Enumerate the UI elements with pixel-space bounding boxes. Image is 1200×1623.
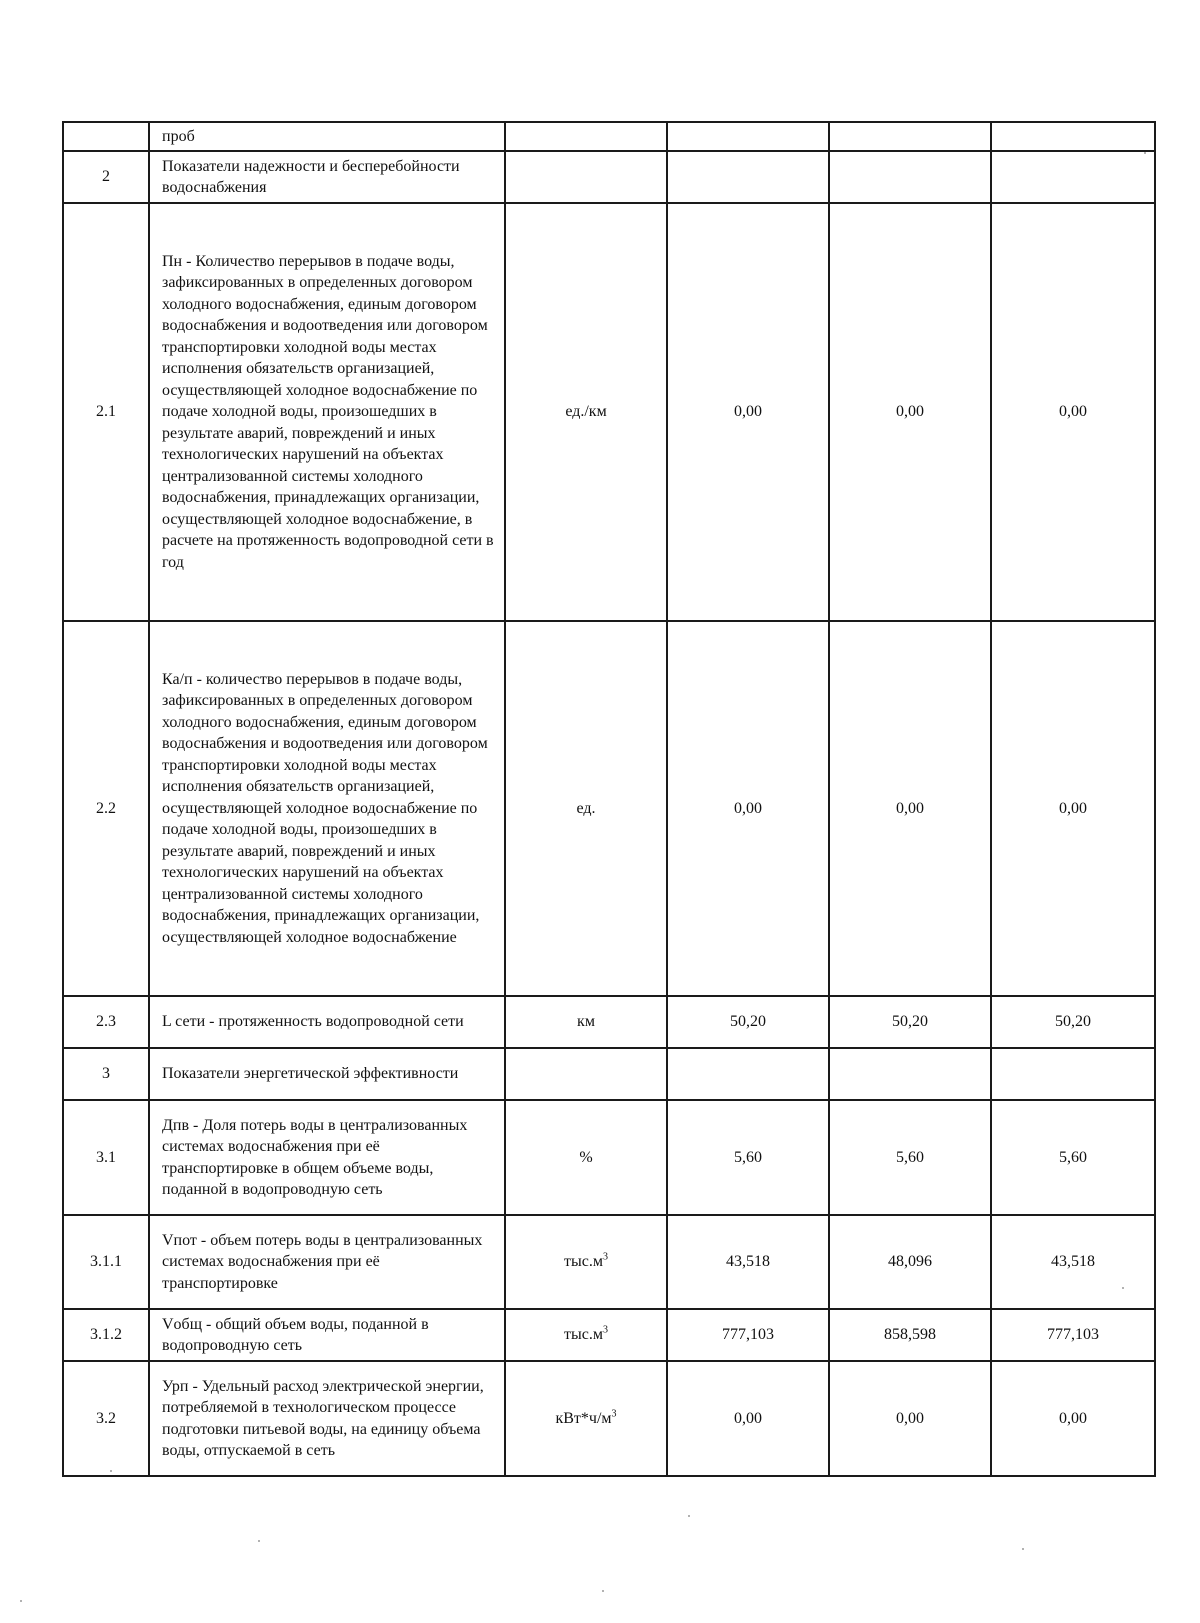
row-value-3: 0,00 (991, 1361, 1155, 1476)
row-description: Vпот - объем потерь воды в централизованных системах водоснабжения при её транспортировке (149, 1215, 505, 1309)
unit-superscript: 3 (602, 1324, 608, 1336)
row-unit (505, 1100, 667, 1215)
table-row (63, 996, 1155, 1048)
row-number: 3.1 (63, 1100, 149, 1215)
row-value-2: 0,00 (829, 621, 991, 996)
row-value-3: 0,00 (991, 203, 1155, 621)
row-value-3: 50,20 (991, 996, 1155, 1048)
unit-text: тыс.м (564, 1253, 603, 1271)
table-row (63, 122, 1155, 151)
row-description: L сети - протяженность водопроводной сети (149, 996, 505, 1048)
scan-speck (258, 1540, 260, 1542)
row-value-2: 0,00 (829, 1361, 991, 1476)
table-row (63, 1048, 1155, 1100)
row-value-1: 0,00 (667, 1361, 829, 1476)
unit-text: % (579, 1148, 593, 1166)
row-number: 3.1.2 (63, 1309, 149, 1361)
row-description: Пн - Количество перерывов в подаче воды, зафиксированных в определенных договором холодного водоснабжения, единым договором водоснабжения и водоотведения или договором транспортировки холодной воды местах исполнения обязательств организацией, осуществляющей холодное водоснабжение по подаче холодной воды, произошедших в результате аварий, повреждений и иных технологических нарушений на объектах централизованной системы холодного водоснабжения, принадлежащих организации, осуществляющей холодное водоснабжение, в расчете на протяженность водопроводной сети в год (149, 203, 505, 621)
table-row (63, 151, 1155, 203)
row-value-2: 0,00 (829, 203, 991, 621)
row-description: Показатели надежности и бесперебойности водоснабжения (149, 151, 505, 203)
row-unit (505, 1048, 667, 1100)
row-value-1: 777,103 (667, 1309, 829, 1361)
row-value-3: 5,60 (991, 1100, 1155, 1215)
row-value-1: 50,20 (667, 996, 829, 1048)
row-value-2: 858,598 (829, 1309, 991, 1361)
row-value-1 (667, 122, 829, 151)
unit-text: ед. (576, 799, 596, 817)
table-row (63, 1215, 1155, 1309)
indicators-table (62, 121, 1156, 1477)
table-row (63, 203, 1155, 621)
row-unit (505, 122, 667, 151)
row-unit (505, 621, 667, 996)
row-number: 3 (63, 1048, 149, 1100)
row-value-1 (667, 1048, 829, 1100)
row-value-1: 5,60 (667, 1100, 829, 1215)
row-value-3: 43,518 (991, 1215, 1155, 1309)
row-number: 2.2 (63, 621, 149, 996)
row-description: проб (149, 122, 505, 151)
table-row (63, 1361, 1155, 1476)
row-value-3: 777,103 (991, 1309, 1155, 1361)
unit-text: ед./км (565, 403, 607, 421)
table-row (63, 621, 1155, 996)
row-number: 2.3 (63, 996, 149, 1048)
unit-superscript: 3 (602, 1251, 608, 1263)
row-value-2: 48,096 (829, 1215, 991, 1309)
table-row (63, 1100, 1155, 1215)
scan-speck (20, 1600, 22, 1602)
row-number (63, 122, 149, 151)
row-value-2 (829, 151, 991, 203)
row-description: Урп - Удельный расход электрической энергии, потребляемой в технологическом процессе подготовки питьевой воды, на единицу объема воды, отпускаемой в сеть (149, 1361, 505, 1476)
row-value-1: 43,518 (667, 1215, 829, 1309)
row-number: 3.2 (63, 1361, 149, 1476)
row-value-2: 50,20 (829, 996, 991, 1048)
row-description: Показатели энергетической эффективности (149, 1048, 505, 1100)
row-unit (505, 203, 667, 621)
row-description: Ка/п - количество перерывов в подаче воды, зафиксированных в определенных договором холодного водоснабжения, единым договором водоснабжения и водоотведения или договором транспортировки холодной воды местах исполнения обязательств организацией, осуществляющей холодное водоснабжение по подаче холодной воды, произошедших в результате аварий, повреждений и иных технологических нарушений на объектах централизованной системы холодного водоснабжения, принадлежащих организации, осуществляющей холодное водоснабжение (149, 621, 505, 996)
unit-superscript: 3 (611, 1408, 617, 1420)
row-number: 3.1.1 (63, 1215, 149, 1309)
row-value-3 (991, 151, 1155, 203)
row-unit (505, 1215, 667, 1309)
row-unit (505, 996, 667, 1048)
row-unit (505, 1361, 667, 1476)
scan-speck (602, 1590, 604, 1592)
row-value-1 (667, 151, 829, 203)
scan-speck (688, 1515, 690, 1517)
row-description: Vобщ - общий объем воды, поданной в водопроводную сеть (149, 1309, 505, 1361)
row-value-3 (991, 122, 1155, 151)
row-value-3: 0,00 (991, 621, 1155, 996)
row-value-2 (829, 1048, 991, 1100)
row-value-3 (991, 1048, 1155, 1100)
unit-text: тыс.м (564, 1326, 603, 1344)
row-value-1: 0,00 (667, 203, 829, 621)
row-description: Дпв - Доля потерь воды в централизованных системах водоснабжения при её транспортировке в общем объеме воды, поданной в водопроводную сеть (149, 1100, 505, 1215)
row-value-1: 0,00 (667, 621, 829, 996)
row-value-2 (829, 122, 991, 151)
unit-text: км (577, 1013, 595, 1031)
unit-text: кВт*ч/м (555, 1409, 612, 1427)
row-number: 2 (63, 151, 149, 203)
scan-speck (1022, 1548, 1024, 1550)
row-unit (505, 151, 667, 203)
row-number: 2.1 (63, 203, 149, 621)
row-value-2: 5,60 (829, 1100, 991, 1215)
row-unit (505, 1309, 667, 1361)
table-row (63, 1309, 1155, 1361)
